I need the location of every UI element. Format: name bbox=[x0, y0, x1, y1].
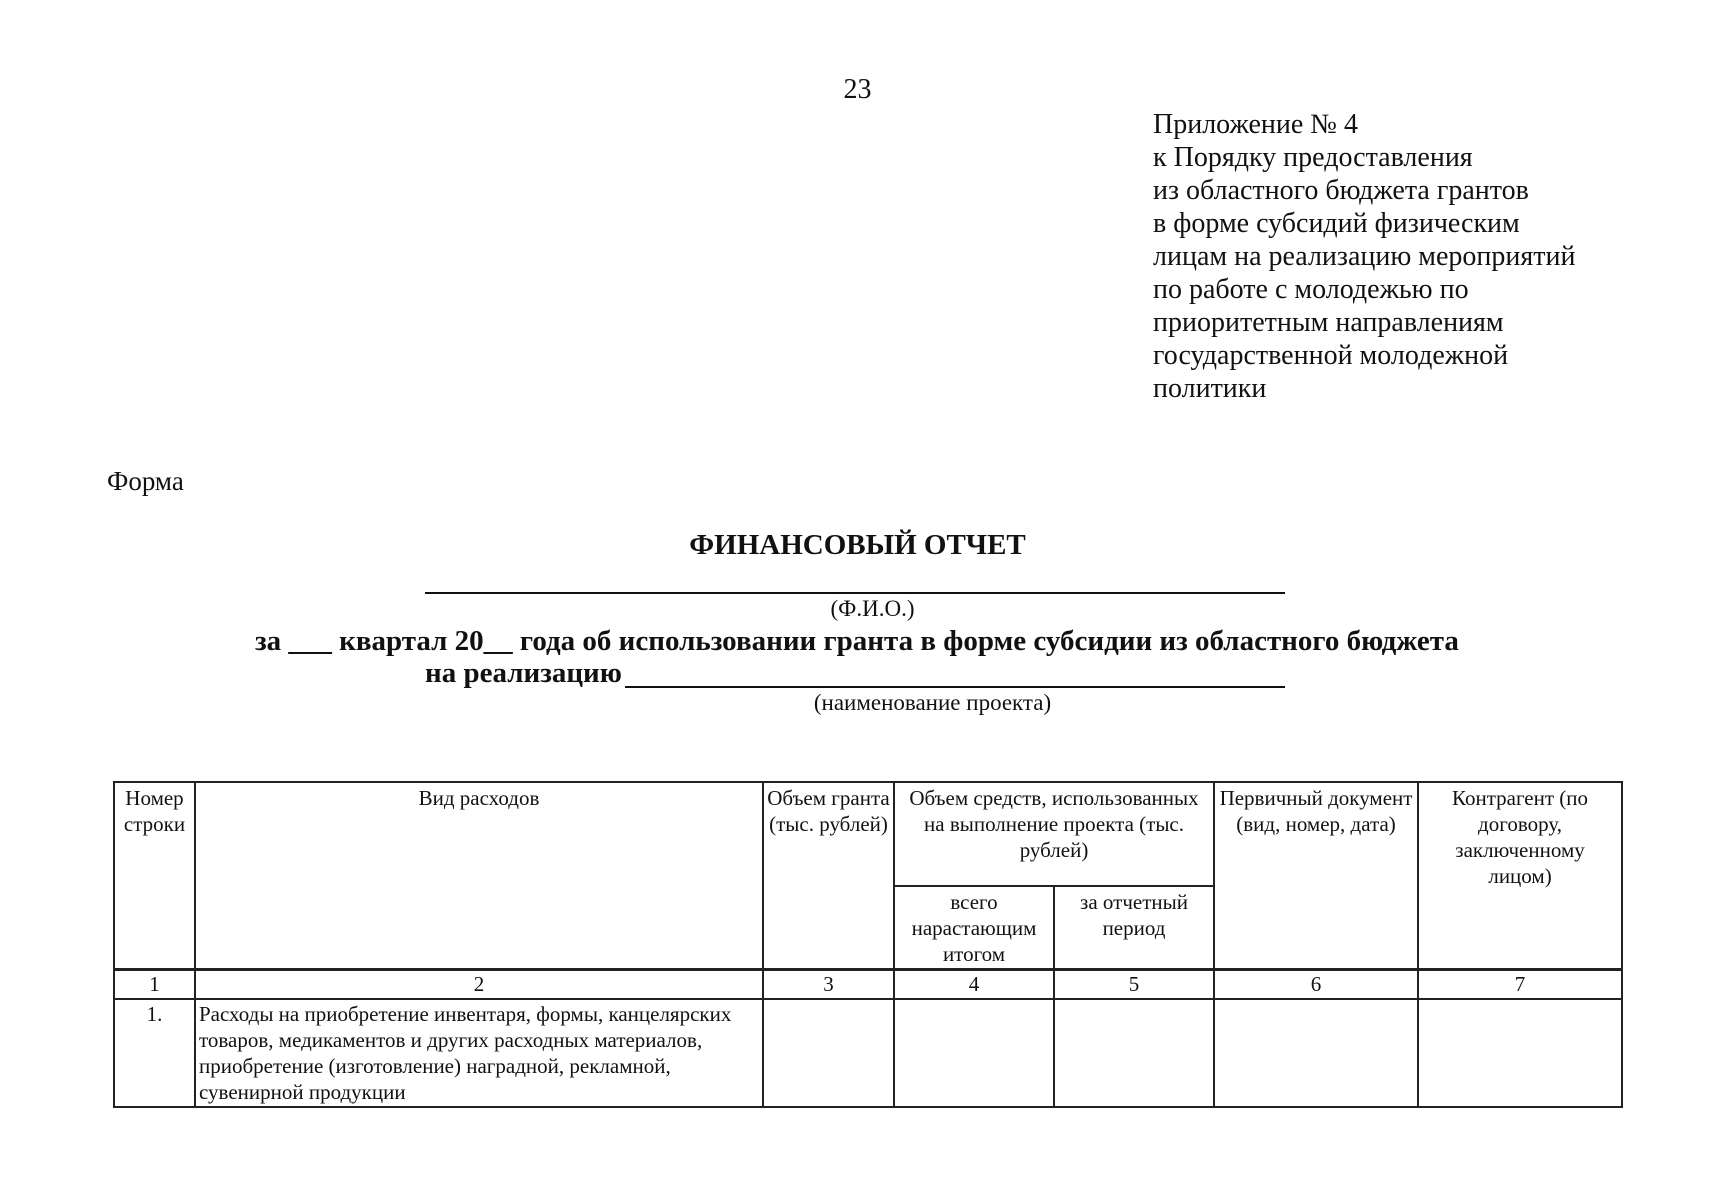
column-numbers-row bbox=[114, 969, 1622, 999]
row-funds-period bbox=[1054, 999, 1214, 1107]
form-label: Форма bbox=[107, 466, 184, 496]
appendix-line: приоритетным направлениям bbox=[1153, 307, 1504, 338]
appendix-line: политики bbox=[1153, 373, 1267, 404]
column-number: 6 bbox=[1214, 969, 1418, 999]
row-funds-total bbox=[894, 999, 1054, 1107]
header-funds-used: Объем средств, использованных на выполнение проекта (тыс. рублей) bbox=[894, 782, 1214, 886]
header-funds-total: всего нарастающим итогом bbox=[894, 886, 1054, 970]
report-table-body bbox=[113, 968, 1623, 1108]
fio-underline bbox=[425, 592, 1285, 594]
appendix-line: из областного бюджета грантов bbox=[1153, 175, 1529, 206]
appendix-line: в форме субсидий физическим bbox=[1153, 208, 1520, 239]
row-number: 1. bbox=[114, 999, 195, 1107]
column-number: 4 bbox=[894, 969, 1054, 999]
report-table-header bbox=[113, 781, 1623, 971]
header-funds-period: за отчетный период bbox=[1054, 886, 1214, 970]
appendix-line: Приложение № 4 bbox=[1153, 109, 1358, 140]
header-row-number: Номер строки bbox=[114, 782, 195, 970]
project-caption: (наименование проекта) bbox=[813, 690, 1052, 715]
header-grant-volume: Объем гранта (тыс. рублей) bbox=[763, 782, 894, 970]
row-grant-volume bbox=[763, 999, 894, 1107]
appendix-line: по работе с молодежью по bbox=[1153, 274, 1469, 305]
appendix-block bbox=[1153, 108, 1575, 405]
appendix-line: государственной молодежной bbox=[1153, 340, 1509, 371]
row-expense-type: Расходы на приобретение инвентаря, формы, канцелярских товаров, медикаментов и других расходных материалов, приобретение (изготовление) наградной, рекламной, сувенирной продукции bbox=[195, 999, 763, 1107]
header-expense-type: Вид расходов bbox=[195, 782, 763, 970]
column-number: 5 bbox=[1054, 969, 1214, 999]
row-primary-document bbox=[1214, 999, 1418, 1107]
appendix-line: к Порядку предоставления bbox=[1153, 142, 1473, 173]
row-counterparty bbox=[1418, 999, 1622, 1107]
appendix-line: лицам на реализацию мероприятий bbox=[1153, 241, 1576, 272]
subtitle-line-2: на реализацию bbox=[425, 657, 622, 689]
column-number: 3 bbox=[763, 969, 894, 999]
page-number: 23 bbox=[843, 74, 872, 105]
table-row bbox=[114, 999, 1622, 1107]
header-counterparty: Контрагент (по договору, заключенному лицом) bbox=[1418, 782, 1622, 970]
header-primary-document: Первичный документ (вид, номер, дата) bbox=[1214, 782, 1418, 970]
subtitle-line-1: за ___ квартал 20__ года об использовании гранта в форме субсидии из областного бюджета bbox=[255, 625, 1459, 657]
report-title: ФИНАНСОВЫЙ ОТЧЕТ bbox=[689, 529, 1026, 561]
fio-caption: (Ф.И.О.) bbox=[830, 596, 915, 621]
column-number: 7 bbox=[1418, 969, 1622, 999]
column-number: 1 bbox=[114, 969, 195, 999]
project-underline bbox=[625, 686, 1285, 688]
column-number: 2 bbox=[195, 969, 763, 999]
